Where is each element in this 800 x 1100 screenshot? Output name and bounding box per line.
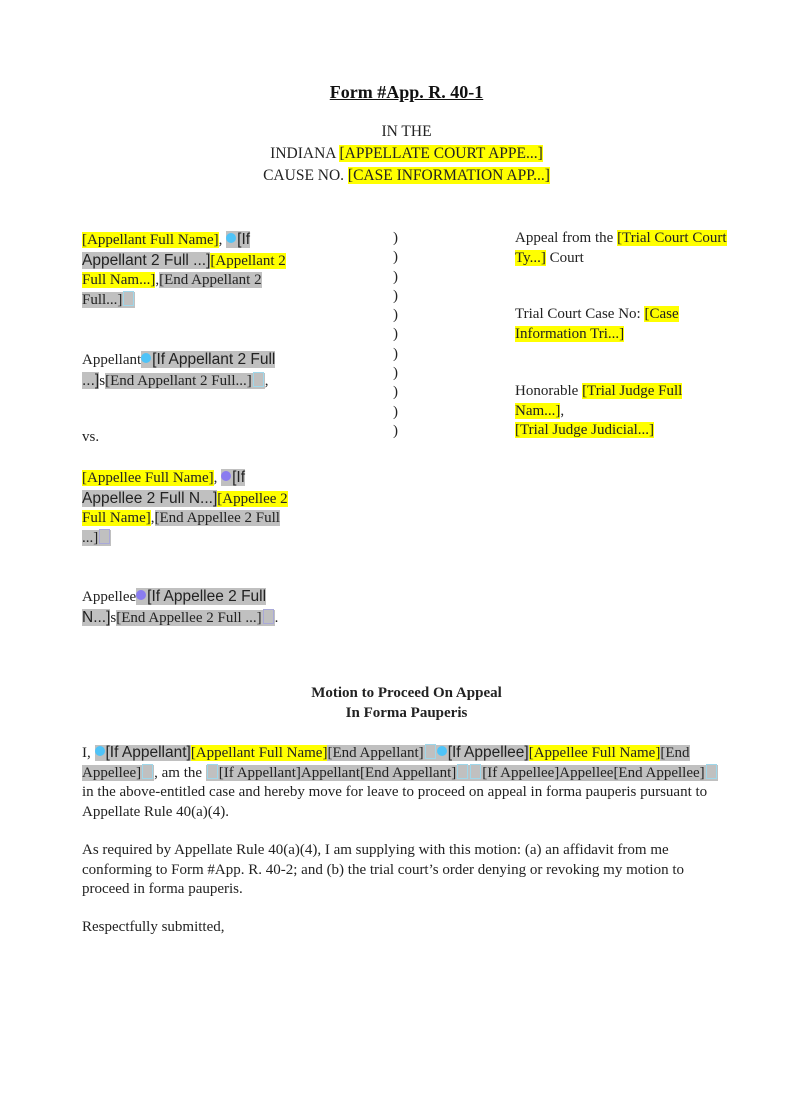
field-end-box-icon <box>99 529 110 544</box>
motion-paragraph-1 <box>82 743 732 822</box>
end-appellant2-label: [End Appellant 2 Full...] <box>82 272 262 308</box>
field-end-box-icon <box>457 764 468 779</box>
if-appellee-label: [If Appellee] <box>447 744 529 761</box>
am-the-text: , am the <box>154 764 206 781</box>
appellee-role-word: Appellee <box>559 764 614 781</box>
if-appellant2-plural-label: [If Appellant 2 Full ...] <box>82 351 276 389</box>
paren: ) <box>393 345 398 362</box>
if-appellee2-plural-label: [If Appellee 2 Full N...] <box>82 588 267 626</box>
comma: , <box>264 372 269 389</box>
trial-case-information-field[interactable]: [Case Information Tri...] <box>515 306 679 342</box>
paren: ) <box>393 384 398 401</box>
p1-start: I, <box>82 745 95 761</box>
motion-heading-line2: In Forma Pauperis <box>345 705 468 721</box>
appellant-block <box>82 230 297 310</box>
appellant-marker-icon <box>141 353 151 363</box>
form-title: Form #App. R. 40-1 <box>329 82 484 102</box>
appellant2-name-field[interactable]: [Appellant 2 Full Nam...] <box>82 252 286 288</box>
caption-court <box>0 143 800 165</box>
paren: ) <box>393 403 398 420</box>
appellee-label-block <box>82 587 297 628</box>
end-appellee2-label: [End Appellee 2 Full ...] <box>82 510 280 546</box>
end-appellant2-plural-conditional[interactable] <box>105 373 265 389</box>
comma: , <box>560 402 565 419</box>
if-appellee-conditional[interactable] <box>437 745 529 761</box>
appellee-name-field[interactable]: [Appellee Full Name] <box>82 470 214 486</box>
appellant-label-block <box>82 350 297 391</box>
appellant-role-word: Appellant <box>300 764 361 781</box>
end-appellant-label: [End Appellant] <box>327 745 424 761</box>
comma: , <box>150 510 155 526</box>
paren: ) <box>393 307 398 324</box>
honorable-judge <box>515 382 730 441</box>
field-end-box-icon <box>142 764 153 779</box>
caption-court-prefix: INDIANA <box>270 145 340 162</box>
period: . <box>274 609 279 626</box>
field-end-box-icon <box>123 291 134 306</box>
field-end-box-icon <box>263 609 274 624</box>
case-information-field[interactable]: [CASE INFORMATION APP...] <box>347 167 550 184</box>
field-end-box-icon <box>706 764 717 779</box>
appellant-name-field[interactable]: [Appellant Full Name] <box>82 232 219 248</box>
paren: ) <box>393 249 398 266</box>
if-appellant-conditional[interactable] <box>95 745 191 761</box>
court-label: Court <box>545 249 584 266</box>
if-appellee-role-label: [If Appellee] <box>482 764 560 781</box>
if-appellant-role-conditional[interactable] <box>206 765 301 781</box>
cause-no-prefix: CAUSE NO. <box>263 167 348 184</box>
end-appellee-label: [End Appellee] <box>82 745 690 781</box>
appellant-marker-icon <box>226 233 236 243</box>
if-appellant-label: [If Appellant] <box>105 744 191 761</box>
end-appellant-role-conditional[interactable] <box>360 765 482 781</box>
end-appellee-role-label: [End Appellee] <box>613 764 705 781</box>
p1-rest: in the above-entitled case and hereby move for leave to proceed on appeal in forma pauperis pursuant to Appellate Rule 40(a)(4). <box>82 784 708 820</box>
end-appellee2-plural-conditional[interactable] <box>116 610 274 626</box>
honorable-label: Honorable <box>515 383 583 399</box>
end-appellee2-plural-label: [End Appellee 2 Full ...] <box>116 609 262 626</box>
comma: , <box>218 232 223 248</box>
appellant-label: Appellant <box>82 352 142 368</box>
field-start-box-icon <box>470 764 481 779</box>
end-appellant-role-label: [End Appellant] <box>360 764 457 781</box>
appeal-from-label: Appeal from the <box>515 230 618 246</box>
plural-s: s <box>110 609 117 626</box>
paren: ) <box>393 230 398 246</box>
if-appellant2-label: [If Appellant 2 Full ...] <box>82 231 251 269</box>
motion-paragraph-2: As required by Appellate Rule 40(a)(4), I am supplying with this motion: (a) an affidavit from me conforming to Form #App. R. 40-2; and (b) the trial court’s order denying or revoking my motion to proceed in forma pauperis. <box>82 842 684 897</box>
appellee2-name-field[interactable]: [Appellee 2 Full Name] <box>82 490 288 526</box>
appellant-marker-icon <box>95 746 105 756</box>
motion-heading-line1: Motion to Proceed On Appeal <box>311 685 502 701</box>
trial-court-type-field[interactable]: [Trial Court Court Ty...] <box>515 230 727 266</box>
appellee-marker-icon <box>136 590 146 600</box>
paren: ) <box>393 268 398 285</box>
paren: ) <box>393 326 398 343</box>
appellee-marker-icon <box>221 471 231 481</box>
caption-cause <box>0 165 800 187</box>
if-appellee-role-conditional[interactable] <box>482 765 559 781</box>
paren: ) <box>393 365 398 382</box>
appellant-marker-icon <box>437 746 447 756</box>
trial-judge-title-field[interactable]: [Trial Judge Judicial...] <box>515 422 655 438</box>
appellee-label: Appellee <box>82 589 137 605</box>
end-appellant2-plural-label: [End Appellant 2 Full...] <box>105 372 252 389</box>
field-end-box-icon <box>425 744 436 759</box>
field-end-box-icon <box>253 372 264 387</box>
trial-judge-name-field[interactable]: [Trial Judge Full Nam...] <box>515 383 683 419</box>
caption-divider <box>393 229 413 441</box>
comma: , <box>155 272 160 288</box>
end-appellee-role-conditional[interactable] <box>613 765 717 781</box>
caption-in-the: IN THE <box>381 123 432 140</box>
paren: ) <box>393 422 398 439</box>
vs-label: vs. <box>82 429 100 445</box>
paren: ) <box>393 287 398 304</box>
closing: Respectfully submitted, <box>82 919 225 935</box>
appeal-from <box>515 229 730 268</box>
if-appellant-role-label: [If Appellant] <box>218 764 301 781</box>
p1-appellee-name-field[interactable]: [Appellee Full Name] <box>528 745 661 761</box>
appellee-block <box>82 468 297 548</box>
if-appellee2-label: [If Appellee 2 Full N...] <box>82 469 246 507</box>
field-start-box-icon <box>207 764 218 779</box>
trial-court-case-no <box>515 305 730 344</box>
comma: , <box>213 470 218 486</box>
end-appellant-conditional[interactable] <box>327 745 436 761</box>
p1-appellant-name-field[interactable]: [Appellant Full Name] <box>190 745 328 761</box>
case-no-label: Trial Court Case No: <box>515 306 645 322</box>
plural-s: s <box>99 372 106 389</box>
appellate-court-field[interactable]: [APPELLATE COURT APPE...] <box>339 145 543 162</box>
